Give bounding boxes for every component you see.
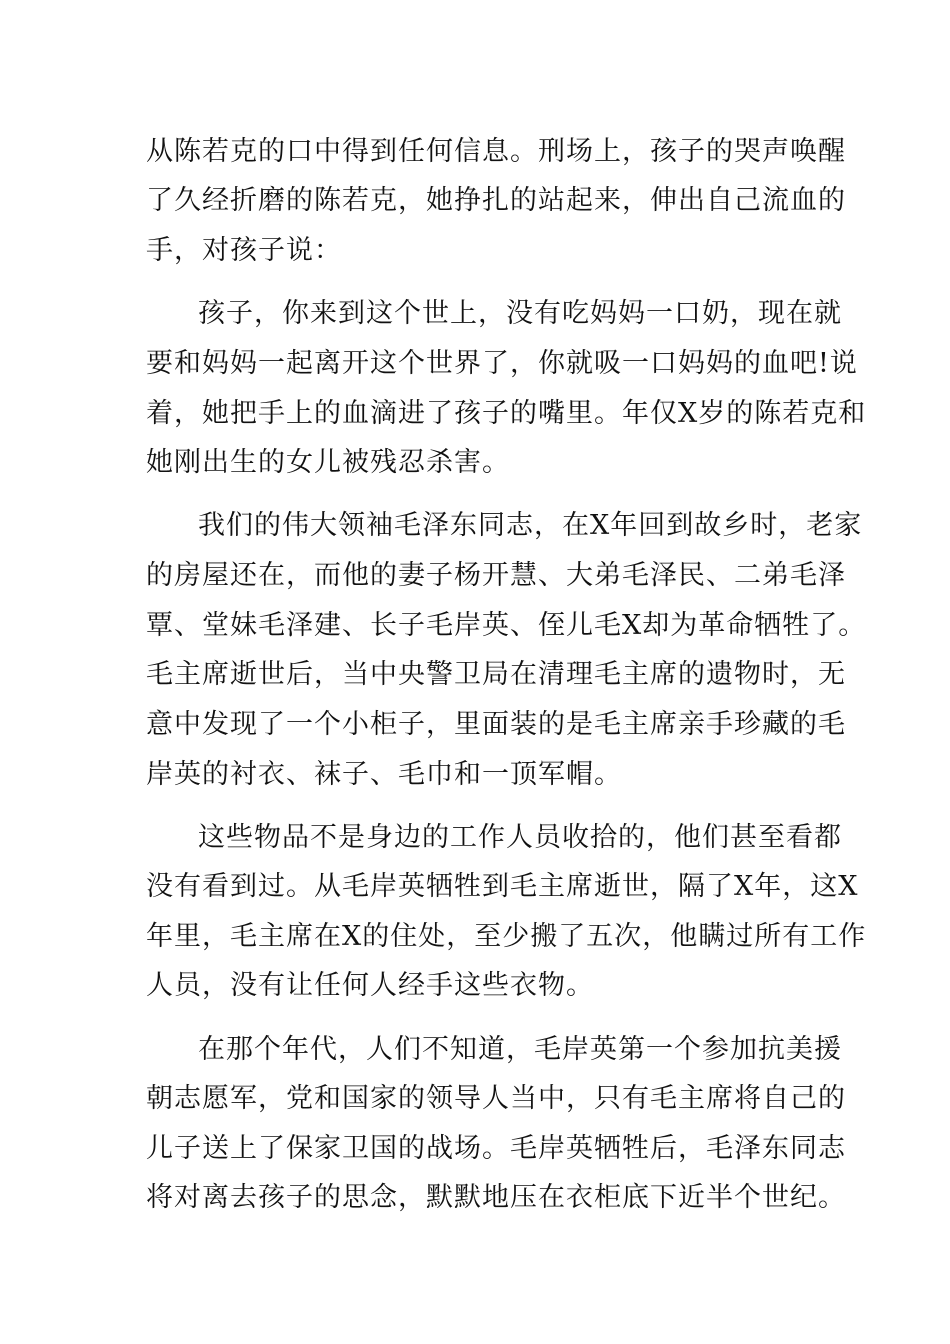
text-line: 毛主席逝世后，当中央警卫局在清理毛主席的遗物时，无: [146, 659, 846, 690]
text-line: 将对离去孩子的思念，默默地压在衣柜底下近半个世纪。: [146, 1182, 846, 1213]
text-line: 朝志愿军，党和国家的领导人当中，只有毛主席将自己的: [146, 1083, 846, 1114]
text-line: 覃、堂妹毛泽建、长子毛岸英、侄儿毛X却为革命牺牲了。: [146, 610, 867, 641]
text-line: 了久经折磨的陈若克，她挣扎的站起来，伸出自己流血的: [146, 185, 846, 216]
text-line: 着，她把手上的血滴进了孩子的嘴里。年仅X岁的陈若克和: [146, 398, 867, 429]
text-line: 儿子送上了保家卫国的战场。毛岸英牺牲后，毛泽东同志: [146, 1133, 846, 1164]
paragraph-first-line: 孩子，你来到这个世上，没有吃妈妈一口奶，现在就: [198, 298, 842, 329]
text-line: 没有看到过。从毛岸英牺牲到毛主席逝世，隔了X年，这X: [146, 871, 859, 902]
text-line: 的房屋还在，而他的妻子杨开慧、大弟毛泽民、二弟毛泽: [146, 560, 846, 591]
text-line: 要和妈妈一起离开这个世界了，你就吸一口妈妈的血吧!说: [146, 348, 858, 379]
text-line: 岸英的衬衣、袜子、毛巾和一顶军帽。: [146, 759, 622, 790]
paragraph-first-line: 这些物品不是身边的工作人员收拾的，他们甚至看都: [198, 822, 842, 853]
text-line: 从陈若克的口中得到任何信息。刑场上，孩子的哭声唤醒: [146, 136, 846, 167]
text-line: 意中发现了一个小柜子，里面装的是毛主席亲手珍藏的毛: [146, 709, 846, 740]
paragraph-first-line: 我们的伟大领袖毛泽东同志，在X年回到故乡时，老家: [198, 510, 863, 541]
text-line: 人员，没有让任何人经手这些衣物。: [146, 970, 594, 1001]
text-line: 年里，毛主席在X的住处，至少搬了五次，他瞒过所有工作: [146, 921, 867, 952]
text-line: 她刚出生的女儿被残忍杀害。: [146, 447, 510, 478]
text-line: 手，对孩子说：: [146, 235, 342, 266]
paragraph-first-line: 在那个年代，人们不知道，毛岸英第一个参加抗美援: [198, 1034, 842, 1065]
